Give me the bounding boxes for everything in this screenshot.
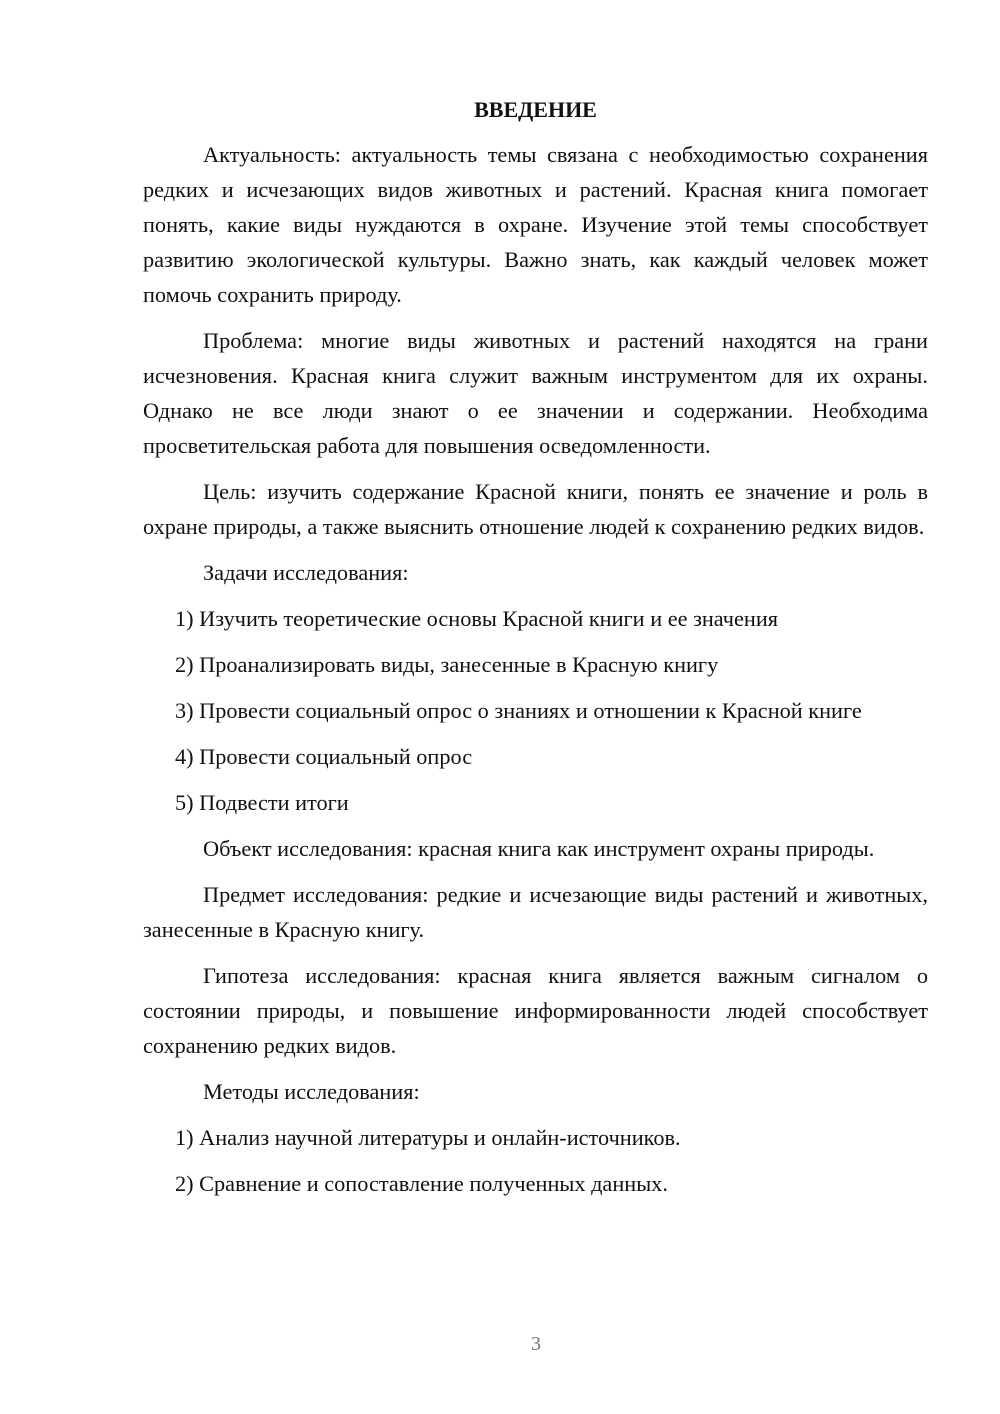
section-title: ВВЕДЕНИЕ (474, 97, 597, 122)
subject-paragraph: Предмет исследования: редкие и исчезающие виды растений и животных, занесенные в Красную книгу. (143, 882, 928, 942)
task-item-5: 5) Подвести итоги (175, 790, 349, 815)
methods-heading: Методы исследования: (203, 1079, 420, 1104)
method-item-2: 2) Сравнение и сопоставление полученных данных. (175, 1171, 668, 1196)
task-item-2: 2) Проанализировать виды, занесенные в Красную книгу (175, 652, 719, 677)
hypothesis-paragraph: Гипотеза исследования: красная книга является важным сигналом о состоянии природы, и повышение информированности людей способствует сохранению редких видов. (143, 963, 928, 1058)
page-number: 3 (531, 1333, 541, 1355)
task-item-1: 1) Изучить теоретические основы Красной книги и ее значения (175, 606, 779, 631)
task-item-4: 4) Провести социальный опрос (175, 744, 473, 769)
task-item-3: 3) Провести социальный опрос о знаниях и отношении к Красной книге (175, 698, 862, 723)
relevance-paragraph: Актуальность: актуальность темы связана с необходимостью сохранения редких и исчезающих видов животных и растений. Красная книга помогает понять, какие виды нуждаются в охране. Изучение этой темы способствует развитию экологической культуры. Важно знать, как каждый человек может помочь сохранить природу. (143, 142, 928, 307)
object-paragraph: Объект исследования: красная книга как инструмент охраны природы. (203, 836, 875, 861)
method-item-1: 1) Анализ научной литературы и онлайн-источников. (175, 1125, 681, 1150)
tasks-heading: Задачи исследования: (203, 560, 409, 585)
page-content (143, 92, 928, 1212)
problem-paragraph: Проблема: многие виды животных и растений находятся на грани исчезновения. Красная книга служит важным инструментом для их охраны. Однако не все люди знают о ее значении и содержании. Необходима просветительская работа для повышения осведомленности. (143, 328, 928, 458)
goal-paragraph: Цель: изучить содержание Красной книги, понять ее значение и роль в охране природы, а также выяснить отношение людей к сохранению редких видов. (143, 479, 928, 539)
